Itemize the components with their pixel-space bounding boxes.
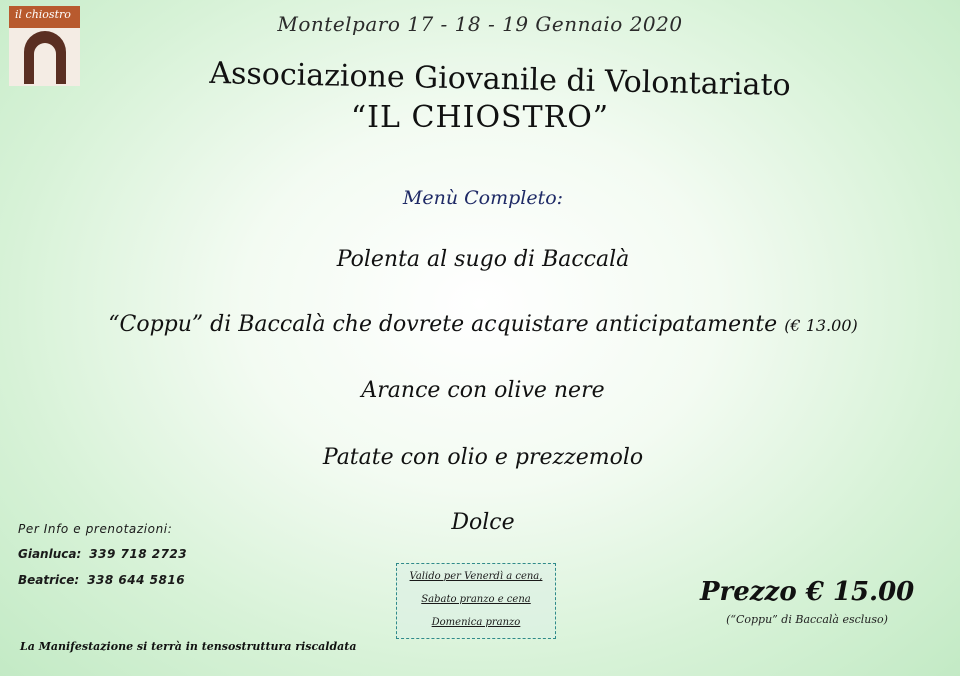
contact-phone: 339 718 2723 xyxy=(89,547,188,561)
menu-item-text: Dolce xyxy=(451,510,515,535)
validity-box xyxy=(396,563,556,639)
menu-item xyxy=(0,312,960,337)
menu-item xyxy=(0,247,960,272)
venue-note: La Manifestazione si terrà in tensostruttura riscaldata xyxy=(20,640,357,653)
validity-saturday: Sabato pranzo e cena xyxy=(421,594,531,605)
menu-item-text: Arance con olive nere xyxy=(361,378,605,403)
contact-gianluca xyxy=(18,547,187,561)
contact-name: Gianluca: xyxy=(18,547,82,561)
menu-item-text: Patate con olio e prezzemolo xyxy=(322,445,644,470)
menu-item xyxy=(0,445,960,470)
menu-heading: Menù Completo: xyxy=(402,187,564,209)
info-heading: Per Info e prenotazioni: xyxy=(18,522,173,536)
menu-item-text: “Coppu” di Baccalà che dovrete acquistare anticipatamente xyxy=(108,312,778,337)
menu-item-price-note: (€ 13.00) xyxy=(784,316,858,335)
validity-friday: Valido per Venerdì a cena, xyxy=(409,571,543,582)
association-title: Associazione Giovanile di Volontariato xyxy=(209,55,791,104)
association-name: “IL CHIOSTRO” xyxy=(350,100,610,135)
menu-item-text: Polenta al sugo di Baccalà xyxy=(336,247,630,272)
contact-phone: 338 644 5816 xyxy=(87,573,186,587)
logo-text: il chiostro xyxy=(15,8,71,21)
price-note: (“Coppu” di Baccalà escluso) xyxy=(726,613,888,626)
price-label: Prezzo € 15.00 xyxy=(700,577,915,607)
contact-beatrice xyxy=(18,573,185,587)
validity-sunday: Domenica pranzo xyxy=(431,617,521,628)
event-dates: Montelparo 17 - 18 - 19 Gennaio 2020 xyxy=(277,12,683,36)
menu-item xyxy=(0,378,960,403)
contact-name: Beatrice: xyxy=(18,573,80,587)
